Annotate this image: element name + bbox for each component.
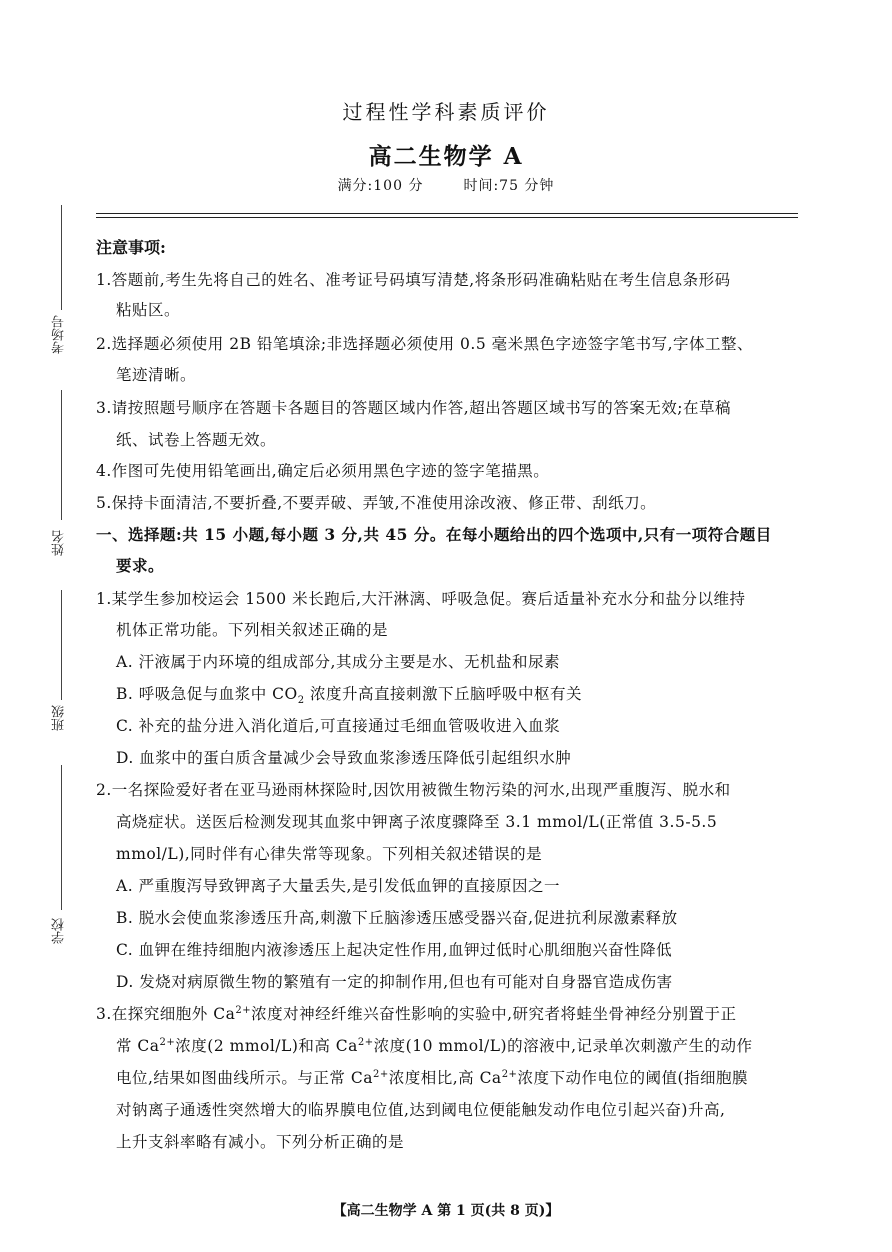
q2-stem-cont: 高烧症状。送医后检测发现其血浆中钾离子浓度骤降至 3.1 mmol/L(正常值 3.5-5.5 [116,813,718,831]
q1-stem-cont: 机体正常功能。下列相关叙述正确的是 [116,621,389,639]
q2-option-d: D. 发烧对病原微生物的繁殖有一定的抑制作用,但也有可能对自身器官造成伤害 [116,973,673,991]
full-score: 满分:100 分 [337,178,424,194]
notice-item: 笔迹清晰。 [116,366,197,384]
school-label: 学校 [52,918,67,944]
notice-item: 5.保持卡面清洁,不要折叠,不要弄破、弄皱,不准使用涂改液、修正带、刮纸刀。 [96,494,657,512]
binding-line-1 [61,205,62,310]
q1-option-d: D. 血浆中的蛋白质含量减少会导致血浆渗透压降低引起组织水肿 [116,749,572,767]
q2-option-c: C. 血钾在维持细胞内液渗透压上起决定性作用,血钾过低时心肌细胞兴奋性降低 [116,941,673,959]
exam-title: 高二生物学 A [368,143,524,170]
page-footer: 【高二生物学 A 第 1 页(共 8 页)】 [332,1203,560,1219]
q1-option-c: C. 补充的盐分进入消化道后,可直接通过毛细血管吸收进入血浆 [116,717,561,735]
q3-stem-cont: 对钠离子通透性突然增大的临界膜电位值,达到阈电位便能触发动作电位引起兴奋)升高, [116,1101,726,1119]
binding-line-2 [61,390,62,520]
q1-option-a: A. 汗液属于内环境的组成部分,其成分主要是水、无机盐和尿素 [116,653,560,671]
notice-item: 纸、试卷上答题无效。 [116,431,277,449]
notice-item: 4.作图可先使用铅笔画出,确定后必须用黑色字迹的签字笔描黑。 [96,462,550,480]
binding-line-4 [61,765,62,910]
notice-item: 粘贴区。 [116,301,181,319]
notice-heading: 注意事项: [96,238,166,257]
header-rule-top [96,213,798,214]
binding-line-3 [61,590,62,700]
q1-stem: 1.某学生参加校运会 1500 米长跑后,大汗淋漓、呼吸急促。赛后适量补充水分和盐分以维持 [96,590,746,608]
name-label: 姓名 [52,530,67,556]
q3-stem-cont: 常 $Ca^{2+}$浓度(2 mmol/L)和高 $Ca^{2+}$浓度(10 mmol/L)的溶液中,记录单次刺激产生的动作 [116,1036,753,1055]
q3-stem-cont: 电位,结果如图曲线所示。与正常 $Ca^{2+}$浓度相比,高 $Ca^{2+}$浓度下动作电位的阈值(指细胞膜 [116,1068,748,1087]
q2-stem-cont: mmol/L),同时伴有心律失常等现象。下列相关叙述错误的是 [116,845,543,863]
exam-supertitle: 过程性学科素质评价 [342,100,550,124]
section-heading-cont: 要求。 [116,556,165,575]
notice-item: 1.答题前,考生先将自己的姓名、准考证号码填写清楚,将条形码准确粘贴在考生信息条形码 [96,271,731,289]
class-label: 班级 [52,705,67,731]
q2-stem: 2.一名探险爱好者在亚马逊雨林探险时,因饮用被微生物污染的河水,出现严重腹泻、脱水和 [96,781,731,799]
q2-option-b: B. 脱水会使血浆渗透压升高,刺激下丘脑渗透压感受器兴奋,促进抗利尿激素释放 [116,909,678,927]
header-rule-bottom [96,217,798,218]
section-heading: 一、选择题:共 15 小题,每小题 3 分,共 45 分。在每小题给出的四个选项中,只有一项符合题目 [96,525,772,544]
q2-option-a: A. 严重腹泻导致钾离子大量丢失,是引发低血钾的直接原因之一 [116,877,560,895]
q3-stem-cont: 上升支斜率略有减小。下列分析正确的是 [116,1133,405,1151]
exam-meta [0,175,892,195]
notice-item: 3.请按照题号顺序在答题卡各题目的答题区域内作答,超出答题区域书写的答案无效;在草稿 [96,399,731,417]
q1-option-b: B. 呼吸急促与血浆中 $CO_2$ 浓度升高直接刺激下丘脑呼吸中枢有关 [116,685,583,707]
notice-item: 2.选择题必须使用 2B 铅笔填涂;非选择题必须使用 0.5 毫米黑色字迹签字笔书写,字体工整、 [96,335,754,353]
exam-time: 时间:75 分钟 [463,178,555,194]
exam-room-label: 考场号 [52,315,67,354]
q3-stem: 3.在探究细胞外 $Ca^{2+}$浓度对神经纤维兴奋性影响的实验中,研究者将蛙坐骨神经分别置于正 [96,1004,737,1023]
